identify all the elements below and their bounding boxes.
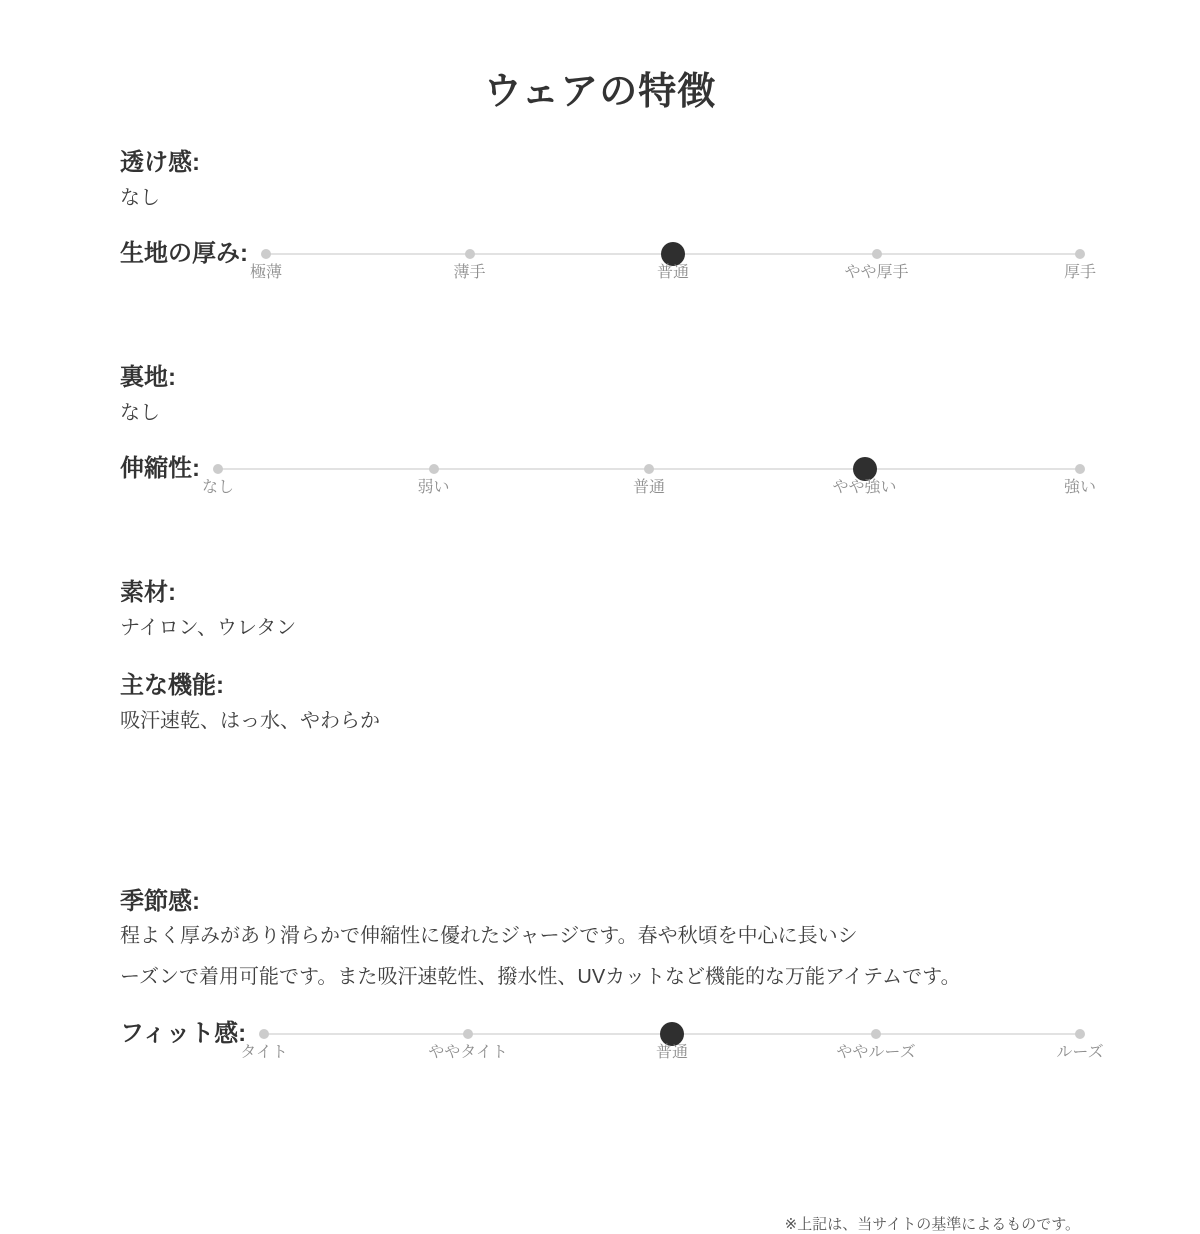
- stretch-label: 伸縮性:: [120, 455, 200, 482]
- season-description-line: ーズンで着用可能です。また吸汗速乾性、撥水性、UVカットなど機能的な万能アイテムです。: [120, 966, 961, 988]
- section-fit: [120, 1019, 1104, 1091]
- material-label: 素材:: [120, 579, 176, 606]
- scale-option-label: 普通: [656, 1044, 689, 1061]
- scale-dot: [429, 464, 439, 474]
- scale-dot: [261, 249, 271, 259]
- lining-label: 裏地:: [120, 364, 176, 391]
- fabric-thickness-label: 生地の厚み:: [120, 240, 248, 267]
- section-season: [120, 887, 1080, 991]
- scale-option-label: 極薄: [249, 264, 283, 281]
- scale-option-label: タイト: [240, 1044, 288, 1061]
- season-label: 季節感:: [120, 888, 200, 915]
- scale-option-label: 弱い: [417, 479, 450, 496]
- scale-option-label: 普通: [632, 479, 666, 496]
- scale-dot: [259, 1029, 269, 1039]
- fabric-thickness-scale: [249, 253, 1097, 281]
- scale-dot: [872, 249, 882, 259]
- scale-option-label: やや強い: [832, 479, 897, 496]
- lining-value: なし: [120, 402, 160, 424]
- sheerness-value: なし: [120, 187, 160, 209]
- fit-scale: [240, 1033, 1104, 1061]
- scale-option-label: 厚手: [1063, 264, 1097, 281]
- scale-option-label: 強い: [1063, 479, 1097, 496]
- material-value: ナイロン、ウレタン: [120, 617, 297, 639]
- scale-dot: [1075, 1029, 1085, 1039]
- section-sheerness: [120, 148, 1080, 211]
- season-description: [120, 923, 1080, 991]
- scale-option-label: ややルーズ: [836, 1044, 916, 1061]
- scale-option-label: 薄手: [453, 264, 486, 281]
- scale-dot: [1075, 249, 1085, 259]
- scale-option-label: なし: [201, 479, 235, 496]
- scale-dot: [213, 464, 223, 474]
- sheerness-label: 透け感:: [120, 149, 200, 176]
- scale-dot: [644, 464, 654, 474]
- scale-dot: [1075, 464, 1085, 474]
- scale-dot: [465, 249, 475, 259]
- scale-option-label: やや厚手: [844, 264, 909, 281]
- season-description-line: 程よく厚みがあり滑らかで伸縮性に優れたジャージです。春や秋頃を中心に長いシ: [120, 925, 858, 947]
- scale-option-label: ルーズ: [1056, 1044, 1104, 1061]
- section-main-functions: [120, 671, 1080, 734]
- scale-dot: [871, 1029, 881, 1039]
- site-standard-footnote: ※上記は、当サイトの基準によるものです。: [784, 1216, 1080, 1233]
- scale-option-label: ややタイト: [428, 1044, 508, 1061]
- scale-dot: [463, 1029, 473, 1039]
- main-functions-label: 主な機能:: [120, 672, 224, 699]
- scale-option-label: 普通: [656, 264, 690, 281]
- section-lining: [120, 363, 1080, 426]
- section-material: [120, 578, 1080, 641]
- section-fabric-thickness: [120, 239, 1097, 311]
- section-stretch: [120, 454, 1097, 526]
- main-functions-value: 吸汗速乾、はっ水、やわらか: [120, 710, 380, 732]
- fit-label: フィット感:: [120, 1020, 247, 1047]
- page-title: ウェアの特徴: [483, 71, 717, 113]
- stretch-scale: [201, 468, 1097, 496]
